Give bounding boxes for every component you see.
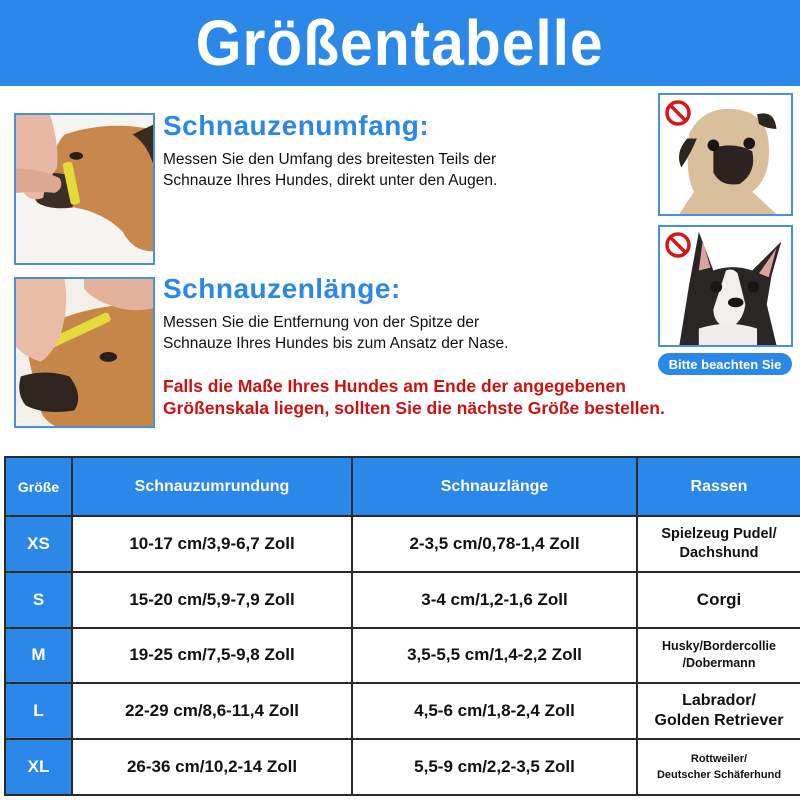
- breed-line: Spielzeug Pudel/: [661, 525, 777, 542]
- header-bar: [0, 0, 800, 86]
- size-warning-text: [163, 375, 665, 419]
- text-line: Schnauze Ihres Hundes, direkt unter den Augen.: [163, 172, 498, 189]
- table-row: [5, 683, 800, 739]
- length-cell: 4,5-6 cm/1,8-2,4 Zoll: [352, 683, 637, 739]
- circumference-cell: 10-17 cm/3,9-6,7 Zoll: [72, 516, 352, 572]
- size-cell: M: [5, 628, 72, 684]
- header-circumference: Schnauzumrundung: [72, 457, 352, 516]
- breed-line: Rottweiler/: [690, 753, 748, 766]
- size-cell: XL: [5, 739, 72, 795]
- section-text-circumference: [163, 149, 497, 191]
- size-cell: L: [5, 683, 72, 739]
- breed-cell: [637, 739, 800, 795]
- circumference-cell: 15-20 cm/5,9-7,9 Zoll: [72, 572, 352, 628]
- breed-line: Deutscher Schäferhund: [656, 769, 782, 782]
- table-row: [5, 572, 800, 628]
- table-header-row: [5, 457, 800, 516]
- breed-cell: [637, 572, 800, 628]
- circumference-cell: 26-36 cm/10,2-14 Zoll: [72, 739, 352, 795]
- prohibited-icon: [664, 99, 692, 127]
- size-cell: XS: [5, 516, 72, 572]
- breed-line: /Dobermann: [682, 656, 756, 671]
- header-breeds: Rassen: [637, 457, 800, 516]
- length-cell: 5,5-9 cm/2,2-3,5 Zoll: [352, 739, 637, 795]
- note-badge: Bitte beachten Sie: [658, 353, 792, 375]
- breed-line: Corgi: [696, 590, 742, 610]
- breed-line: Dachshund: [679, 544, 759, 561]
- header-size: Größe: [5, 457, 72, 516]
- pug-photo: [658, 93, 793, 216]
- muzzle-length-photo: [14, 277, 155, 428]
- muzzle-circumference-photo: [14, 113, 155, 265]
- boston-terrier-photo: [658, 225, 793, 347]
- text-line: Messen Sie den Umfang des breitesten Teils der: [163, 151, 497, 168]
- circumference-cell: 22-29 cm/8,6-11,4 Zoll: [72, 683, 352, 739]
- table-row: [5, 516, 800, 572]
- dog-muzzle-circumference-image: [16, 115, 153, 263]
- dog-muzzle-length-image: [16, 279, 153, 426]
- breed-cell: [637, 628, 800, 684]
- section-title-circumference: Schnauzenumfang:: [163, 110, 430, 141]
- size-table: [4, 456, 800, 796]
- length-cell: 3,5-5,5 cm/1,4-2,2 Zoll: [352, 628, 637, 684]
- header-length: Schnauzlänge: [352, 457, 637, 516]
- breed-line: Husky/Bordercollie: [662, 639, 776, 654]
- length-cell: 3-4 cm/1,2-1,6 Zoll: [352, 572, 637, 628]
- breed-cell: [637, 683, 800, 739]
- section-title-length: Schnauzenlänge:: [163, 273, 401, 304]
- table-row: [5, 739, 800, 795]
- table-row: [5, 628, 800, 684]
- breed-line: Labrador/: [682, 692, 756, 710]
- prohibited-icon: [664, 231, 692, 259]
- size-cell: S: [5, 572, 72, 628]
- page-title: Größentabelle: [196, 7, 604, 79]
- text-line: Schnauze Ihres Hundes bis zum Ansatz der Nase.: [163, 335, 509, 352]
- length-cell: 2-3,5 cm/0,78-1,4 Zoll: [352, 516, 637, 572]
- breed-line: Golden Retriever: [654, 712, 784, 730]
- circumference-cell: 19-25 cm/7,5-9,8 Zoll: [72, 628, 352, 684]
- warning-line: Größenskala liegen, sollten Sie die nächste Größe bestellen.: [163, 398, 665, 418]
- section-text-length: [163, 312, 509, 354]
- warning-line: Falls die Maße Ihres Hundes am Ende der angegebenen: [163, 376, 626, 396]
- breed-cell: [637, 516, 800, 572]
- text-line: Messen Sie die Entfernung von der Spitze der: [163, 314, 480, 331]
